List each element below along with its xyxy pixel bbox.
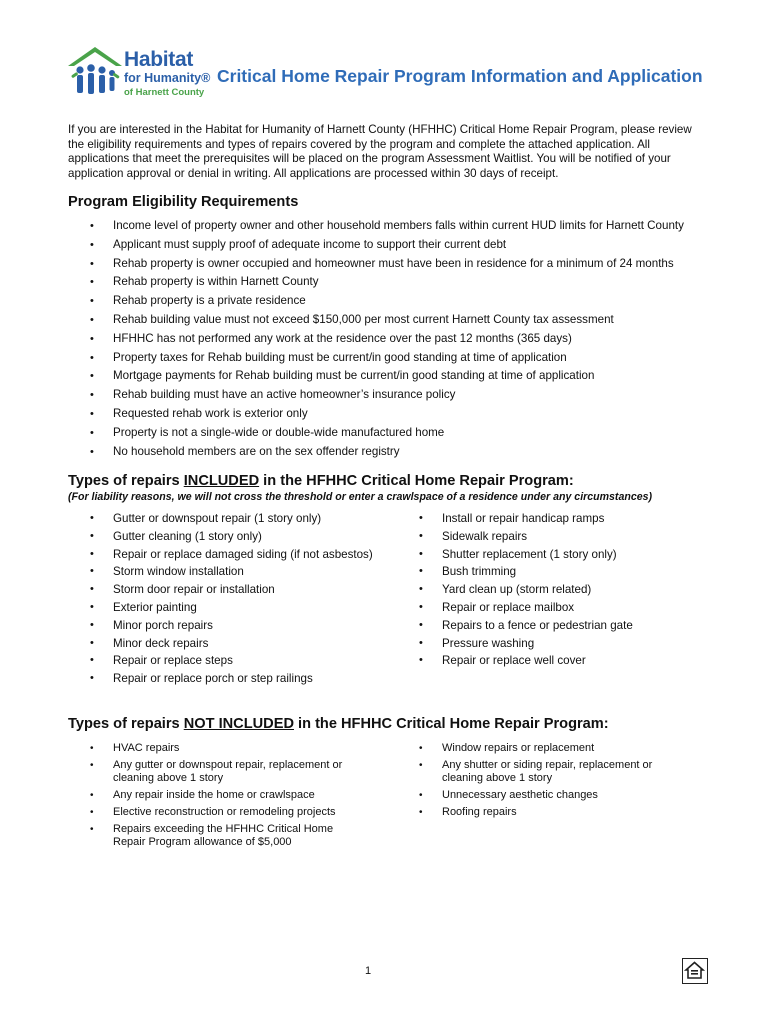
list-item: • Rehab property is within Harnett County: [68, 273, 728, 292]
list-item: • Gutter cleaning (1 story only): [68, 528, 398, 546]
list-item: • Repairs exceeding the HFHHC Critical Home Repair Program allowance of $5,000: [68, 823, 368, 850]
intro-paragraph: If you are interested in the Habitat for Humanity of Harnett County (HFHHC) Critical Home Repair Program, please review the eligibility requirements and types of repairs covered by the program and complete the attached application. All applications that meet the prerequisites will be placed on the program Assessment Waitlist. You will be notified of your application approval or denial in writing. All applications are processed within 30 days of receipt.: [68, 123, 692, 180]
excluded-heading-pre: Types of repairs: [68, 716, 184, 732]
habitat-house-people-icon: [66, 44, 124, 100]
list-item: • Sidewalk repairs: [397, 528, 717, 546]
list-item: • Rehab building value must not exceed $150,000 per most current Harnett County tax assessment: [68, 311, 728, 330]
list-item: • Storm window installation: [68, 563, 398, 581]
list-item: • Repairs to a fence or pedestrian gate: [397, 617, 717, 635]
logo-harnett-county-text: of Harnett County: [124, 87, 205, 98]
included-heading: [68, 473, 574, 489]
list-item: • Shutter replacement (1 story only): [397, 546, 717, 564]
included-heading-em: INCLUDED: [183, 473, 260, 489]
list-item: • HFHHC has not performed any work at the residence over the past 12 months (365 days): [68, 330, 728, 349]
list-item: • Applicant must supply proof of adequate income to support their current debt: [68, 236, 728, 255]
list-item: • Yard clean up (storm related): [397, 581, 717, 599]
list-item: • Pressure washing: [397, 635, 717, 653]
liability-note: (For liability reasons, we will not cross the threshold or enter a crawlspace of a residence under any circumstances): [68, 491, 653, 503]
list-item: • Install or repair handicap ramps: [397, 510, 717, 528]
list-item: • Minor porch repairs: [68, 617, 398, 635]
list-item: • Exterior painting: [68, 599, 398, 617]
list-item: • HVAC repairs: [68, 742, 368, 755]
list-item: • Bush trimming: [397, 563, 717, 581]
list-item: • Rehab property is owner occupied and homeowner must have been in residence for a minimum of 24 months: [68, 255, 728, 274]
excluded-heading-em: NOT INCLUDED: [183, 716, 294, 732]
list-item: • Repair or replace well cover: [397, 652, 717, 670]
excluded-heading-post: in the HFHHC Critical Home Repair Program:: [293, 716, 609, 732]
list-item: • Any shutter or siding repair, replacement or cleaning above 1 story: [397, 759, 687, 786]
list-item: • No household members are on the sex offender registry: [68, 443, 728, 462]
included-list-right: [397, 510, 717, 670]
list-item: • Repair or replace steps: [68, 652, 398, 670]
habitat-logo: [66, 44, 212, 100]
page-title: Critical Home Repair Program Information and Application: [217, 66, 703, 86]
list-item: • Property taxes for Rehab building must be current/in good standing at time of application: [68, 349, 728, 368]
included-list-left: [68, 510, 398, 688]
equal-housing-opportunity-icon: [682, 958, 708, 984]
included-heading-post: in the HFHHC Critical Home Repair Program:: [259, 473, 574, 489]
excluded-list-right: [397, 742, 687, 823]
list-item: • Storm door repair or installation: [68, 581, 398, 599]
list-item: • Elective reconstruction or remodeling projects: [68, 806, 368, 819]
list-item: • Repair or replace mailbox: [397, 599, 717, 617]
list-item: • Repair or replace damaged siding (if not asbestos): [68, 546, 398, 564]
list-item: • Requested rehab work is exterior only: [68, 405, 728, 424]
excluded-list-left: [68, 742, 368, 853]
list-item: • Any repair inside the home or crawlspace: [68, 789, 368, 802]
list-item: • Repair or replace porch or step railings: [68, 670, 398, 688]
list-item: • Rehab property is a private residence: [68, 292, 728, 311]
eligibility-heading: Program Eligibility Requirements: [68, 194, 299, 210]
page-number: 1: [365, 965, 372, 977]
list-item: • Gutter or downspout repair (1 story only): [68, 510, 398, 528]
list-item: • Unnecessary aesthetic changes: [397, 789, 687, 802]
list-item: • Minor deck repairs: [68, 635, 398, 653]
list-item: • Window repairs or replacement: [397, 742, 687, 755]
excluded-heading: [68, 716, 609, 732]
logo-habitat-text: Habitat: [124, 48, 194, 71]
list-item: • Rehab building must have an active homeowner’s insurance policy: [68, 386, 728, 405]
list-item: • Any gutter or downspout repair, replacement or cleaning above 1 story: [68, 759, 368, 786]
list-item: • Property is not a single-wide or double-wide manufactured home: [68, 424, 728, 443]
list-item: • Mortgage payments for Rehab building must be current/in good standing at time of application: [68, 367, 728, 386]
eligibility-list: [68, 217, 728, 461]
list-item: • Roofing repairs: [397, 806, 687, 819]
included-heading-pre: Types of repairs: [68, 473, 184, 489]
logo-for-humanity-text: for Humanity®: [124, 71, 211, 85]
list-item: • Income level of property owner and other household members falls within current HUD limits for Harnett County: [68, 217, 728, 236]
